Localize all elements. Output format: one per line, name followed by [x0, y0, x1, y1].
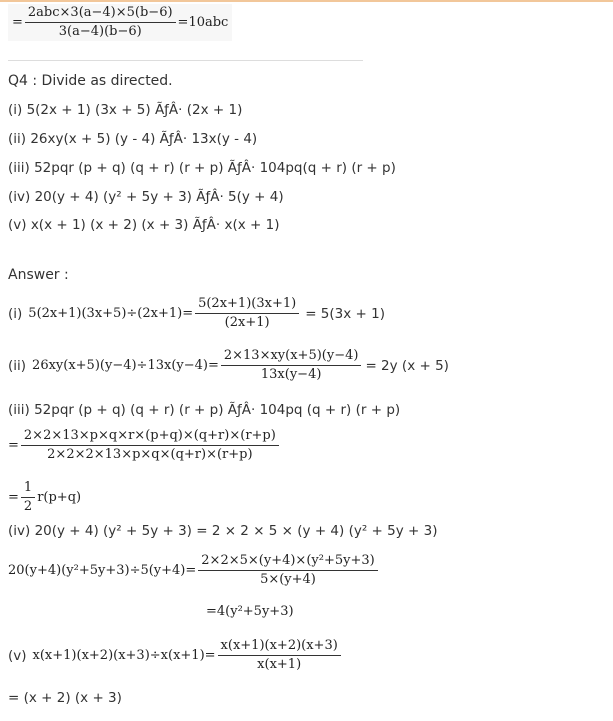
answer-iii-fraction [21, 428, 279, 463]
top-equation [8, 4, 232, 41]
answer-iii-tail: r(p+q) [37, 489, 82, 505]
answer-iv-fraction [198, 553, 377, 588]
answer-ii-numerator: 2×13×xy(x+5)(y−4) [221, 348, 362, 366]
answer-iv-numerator: 2×2×5×(y+4)×(y²+5y+3) [198, 553, 377, 571]
question-item-v: (v) x(x + 1) (x + 2) (x + 3) ÃƒÂ· x(x + 1) [8, 217, 280, 233]
answer-ii-denominator: 13x(y−4) [260, 367, 322, 382]
answer-iii-step2 [8, 480, 81, 515]
answer-iii-statement: (iii) 52pqr (p + q) (q + r) (r + p) ÃƒÂ· 104pq (q + r) (r + p) [8, 402, 401, 418]
answer-ii-fraction [221, 348, 362, 383]
top-accent-bar [0, 0, 613, 2]
question-item-i: (i) 5(2x + 1) (3x + 5) ÃƒÂ· (2x + 1) [8, 102, 243, 118]
answer-iii-half-denominator: 2 [23, 499, 33, 514]
answer-v-denominator: x(x+1) [257, 657, 302, 672]
answer-iv-step1 [8, 553, 380, 588]
answer-i-result: = 5(3x + 1) [305, 305, 385, 322]
answer-v [8, 638, 343, 673]
answer-v-label: (v) [8, 647, 27, 664]
answer-i-label: (i) [8, 305, 23, 322]
top-fraction [25, 5, 176, 40]
answer-iii-eq-sign: = [8, 437, 19, 453]
answer-i [8, 296, 385, 331]
answer-v-lhs: x(x+1)(x+2)(x+3)÷x(x+1)= [32, 647, 216, 663]
question-item-ii: (ii) 26xy(x + 5) (y - 4) ÃƒÂ· 13x(y - 4) [8, 131, 258, 147]
answer-iii-half [21, 480, 35, 515]
answer-iii-numerator: 2×2×13×p×q×r×(p+q)×(q+r)×(r+p) [21, 428, 279, 446]
answer-ii [8, 348, 449, 383]
answer-v-result: = (x + 2) (x + 3) [8, 690, 122, 706]
top-fraction-numerator: 2abc×3(a−4)×5(b−6) [25, 5, 176, 23]
answer-iv-denominator: 5×(y+4) [260, 572, 316, 587]
question-item-iii: (iii) 52pqr (p + q) (q + r) (r + p) ÃƒÂ· 104pq(q + r) (r + p) [8, 160, 396, 176]
answer-i-denominator: (2x+1) [224, 315, 270, 330]
top-eq-result: =10abc [177, 14, 229, 30]
top-eq-sign: = [12, 14, 23, 30]
answer-iii-denominator: 2×2×2×13×p×q×(q+r)×(r+p) [47, 447, 253, 462]
answer-iv-result: =4(y²+5y+3) [206, 604, 294, 619]
answer-i-fraction [195, 296, 299, 331]
answer-v-numerator: x(x+1)(x+2)(x+3) [218, 638, 341, 656]
answer-ii-lhs: 26xy(x+5)(y−4)÷13x(y−4)= [32, 357, 219, 373]
answer-iii-eq-sign-2: = [8, 489, 19, 505]
top-fraction-denominator: 3(a−4)(b−6) [58, 24, 142, 39]
question-item-iv: (iv) 20(y + 4) (y² + 5y + 3) ÃƒÂ· 5(y + 4) [8, 189, 284, 205]
answer-v-fraction [218, 638, 341, 673]
answer-i-numerator: 5(2x+1)(3x+1) [195, 296, 299, 314]
answer-iii-half-numerator: 1 [21, 480, 35, 498]
question-title: Q4 : Divide as directed. [8, 73, 173, 89]
top-equation-image [8, 4, 232, 41]
answer-iv-statement: (iv) 20(y + 4) (y² + 5y + 3) = 2 × 2 × 5 × (y + 4) (y² + 5y + 3) [8, 523, 438, 539]
answer-ii-label: (ii) [8, 357, 27, 374]
answer-i-lhs: 5(2x+1)(3x+5)÷(2x+1)= [28, 305, 194, 321]
answer-ii-result: = 2y (x + 5) [365, 357, 449, 374]
answer-iii-step1 [8, 428, 281, 463]
section-divider [8, 60, 363, 61]
answer-iv-lhs: 20(y+4)(y²+5y+3)÷5(y+4)= [8, 562, 197, 578]
answer-title: Answer : [8, 267, 69, 283]
